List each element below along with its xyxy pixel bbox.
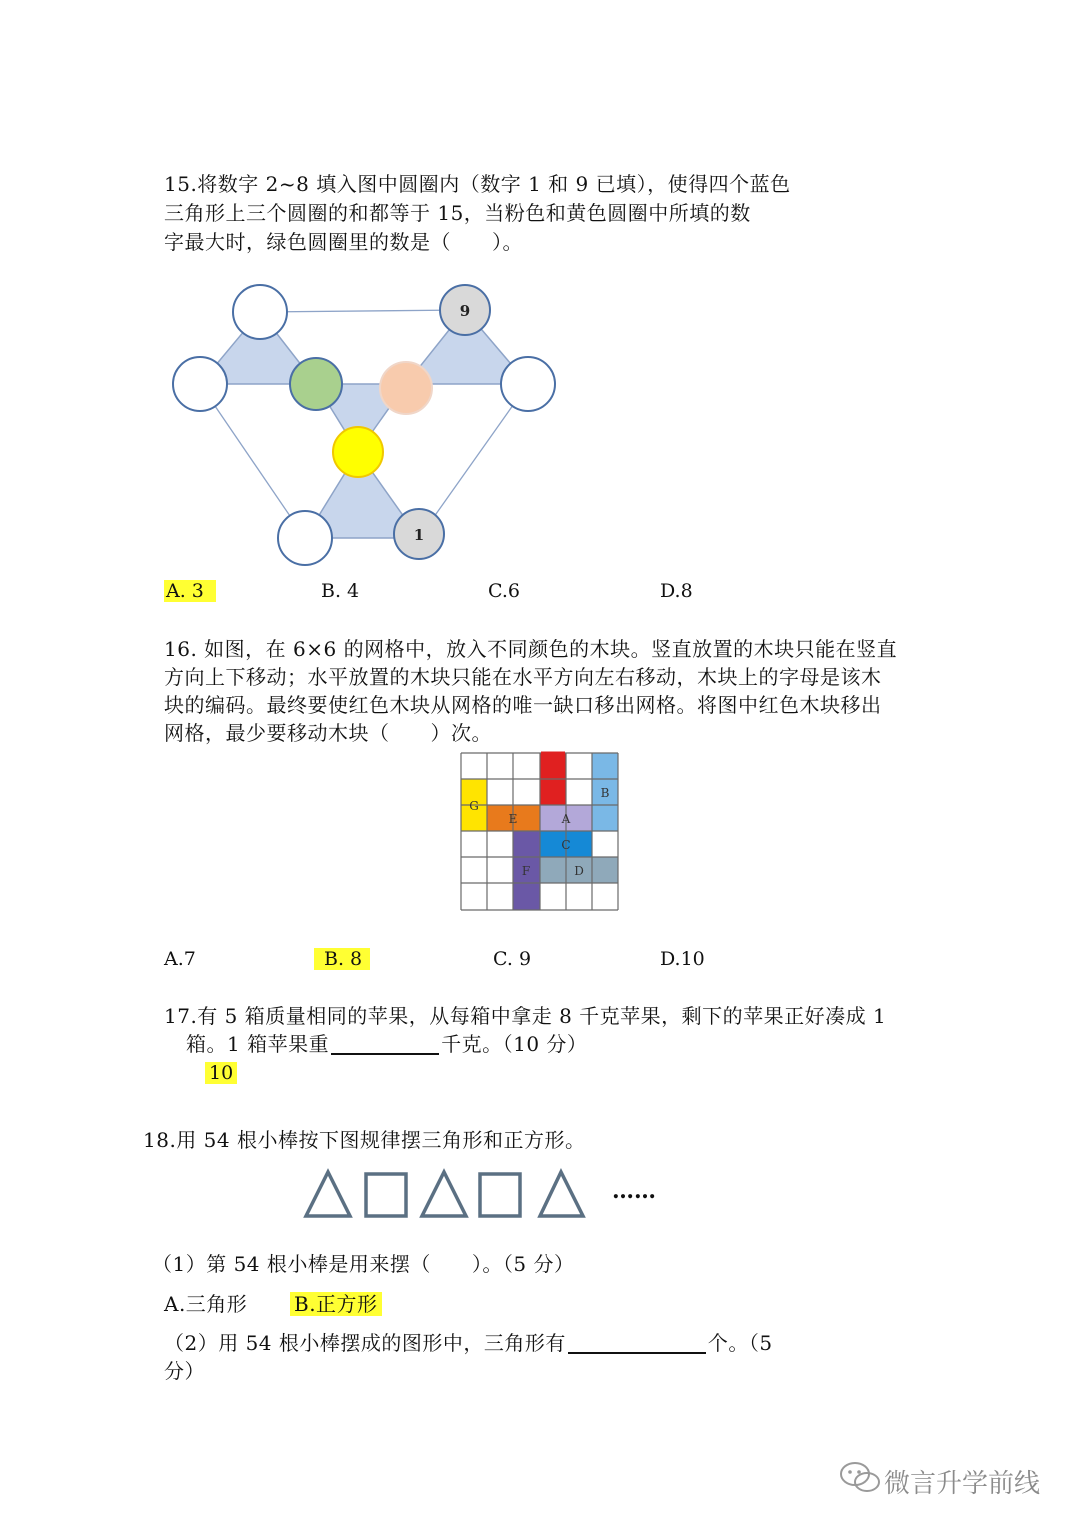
q18-sub2-continued: 分） (164, 1359, 205, 1383)
q16-line-4: 网格，最少要移动木块（ ）次。 (164, 721, 492, 745)
circle-yellow (333, 427, 383, 477)
block-label-c: C (561, 838, 571, 852)
q16-option-a: A.7 (164, 948, 196, 970)
q16-option-b: B. 8 (314, 946, 370, 972)
q15-circle-diagram (160, 272, 570, 572)
circle-bottom-left (278, 511, 332, 565)
circle-right (501, 357, 555, 411)
q16-option-d: D.10 (660, 948, 705, 970)
wechat-icon (838, 1460, 882, 1496)
pattern-square-1 (366, 1174, 406, 1216)
q15-line-2: 三角形上三个圆圈的和都等于 15，当粉色和黄色圆圈中所填的数 (164, 201, 751, 225)
q18-sub2: （2）用 54 根小棒摆成的图形中，三角形有 个。（5 (164, 1331, 773, 1355)
block-label-f: F (521, 864, 531, 878)
watermark-text: 微言升学前线 (884, 1469, 1041, 1499)
label-nine: 9 (459, 302, 471, 320)
q15-option-d: D.8 (660, 580, 693, 602)
q16-block-grid (458, 750, 622, 912)
q18-answer-blank (568, 1330, 706, 1354)
q18-sub1: （1）第 54 根小棒是用来摆（ ）。（5 分） (152, 1252, 575, 1276)
q15-option-a: A. 3 (164, 578, 216, 604)
block-label-b: B (600, 786, 610, 800)
q16-option-c: C. 9 (493, 948, 532, 970)
pattern-square-2 (480, 1174, 520, 1216)
q18-sub1-option-b: B.正方形 (290, 1290, 382, 1318)
label-one: 1 (413, 526, 425, 544)
q15-line-1: 15.将数字 2~8 填入图中圆圈内（数字 1 和 9 已填），使得四个蓝色 (164, 172, 791, 196)
circle-top-left (233, 285, 287, 339)
pattern-triangle-2 (422, 1172, 466, 1216)
block-label-d: D (574, 864, 584, 878)
q17-line-2: 箱。1 箱苹果重 千克。（10 分） (186, 1032, 588, 1056)
pattern-ellipsis: …… (612, 1178, 656, 1204)
q15-option-c: C.6 (488, 580, 520, 602)
circle-pink (380, 362, 432, 414)
q18-sub1-option-a: A.三角形 (164, 1292, 248, 1316)
q16-line-3: 块的编码。最终要使红色木块从网格的唯一缺口移出网格。将图中红色木块移出 (164, 693, 882, 717)
q17-answer-blank (331, 1031, 439, 1055)
q15-option-b: B. 4 (321, 580, 360, 602)
q16-line-2: 方向上下移动；水平放置的木块只能在水平方向左右移动，木块上的字母是该木 (164, 665, 882, 689)
q18-intro: 18.用 54 根小棒按下图规律摆三角形和正方形。 (143, 1128, 586, 1152)
circle-left (173, 357, 227, 411)
block-label-a: A (561, 812, 571, 826)
q17-line-1: 17.有 5 箱质量相同的苹果，从每箱中拿走 8 千克苹果，剩下的苹果正好凑成 1 (164, 1004, 887, 1028)
pattern-triangle-1 (306, 1172, 350, 1216)
q16-line-1: 16. 如图，在 6×6 的网格中，放入不同颜色的木块。竖直放置的木块只能在竖直 (164, 637, 898, 661)
q18-pattern-figure (300, 1168, 680, 1222)
pattern-triangle-3 (540, 1172, 583, 1216)
block-label-e: E (508, 812, 518, 826)
q15-line-3: 字最大时，绿色圆圈里的数是（ ）。 (164, 230, 523, 254)
q17-answer: 10 (205, 1060, 237, 1086)
block-label-g: G (469, 799, 479, 813)
circle-green (290, 358, 342, 410)
